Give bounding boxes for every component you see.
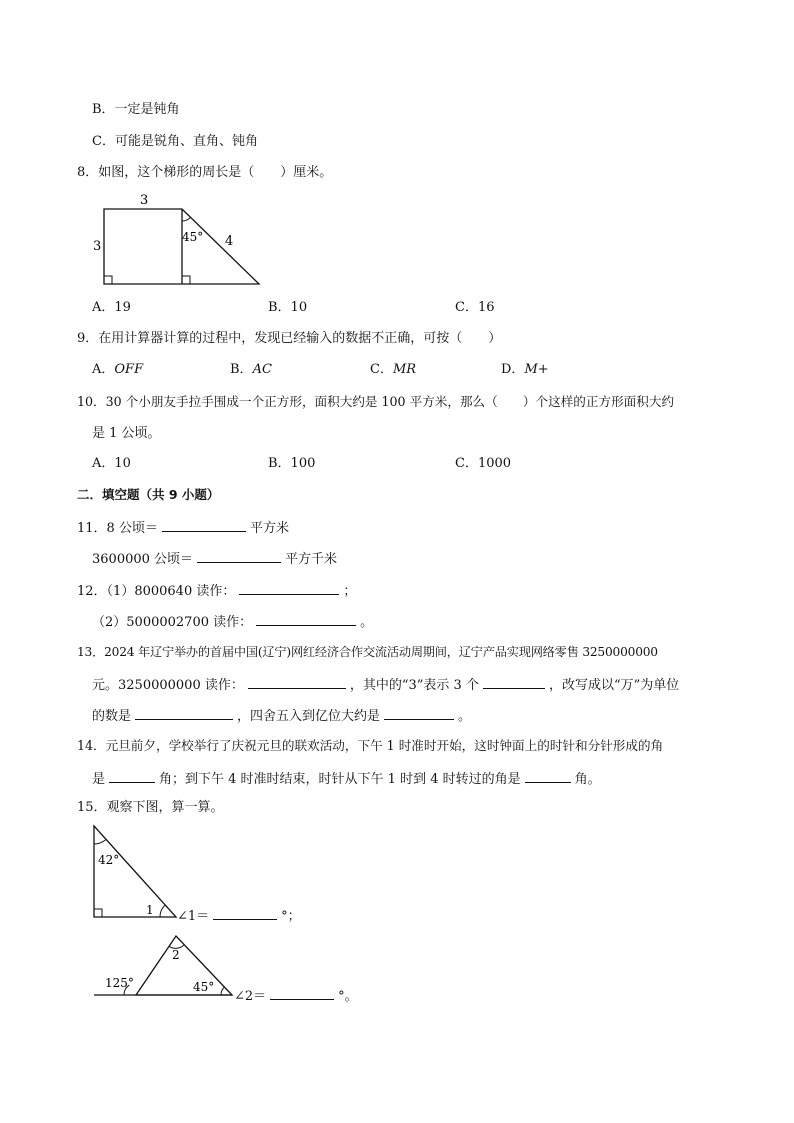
section-heading: 二．填空题（共 9 小题） [77, 487, 220, 502]
q9-option-c: C．MR [370, 362, 417, 377]
q9-stem: 9．在用计算器计算的过程中，发现已经输入的数据不正确，可按（ ） [77, 331, 502, 346]
q11-blank-2[interactable] [197, 548, 281, 563]
q9-option-b: B．AC [230, 362, 272, 377]
q12-line2: （2）5000002700 读作： 。 [92, 611, 373, 632]
q8-option-a: A．19 [92, 300, 131, 315]
q15-angle-125-label: 125° [105, 976, 134, 990]
q11-line2: 3600000 公顷＝ 平方千米 [92, 548, 337, 569]
q15-angle-1-label: 1 [146, 903, 154, 917]
q8-option-b: B．10 [268, 300, 308, 315]
q7-option-c: C．可能是锐角、直角、钝角 [92, 134, 258, 149]
q10-option-b: B．100 [268, 456, 316, 471]
q13-line1: 13．2024 年辽宁举办的首届中国(辽宁)网红经济合作交流活动周期间，辽宁产品实现网络零售 3250000000 [77, 645, 658, 659]
q14-line1: 14．元旦前夕，学校举行了庆祝元旦的联欢活动，下午 1 时准时开始，这时钟面上的时针和分针形成的角 [77, 738, 664, 753]
q15-blank-1[interactable] [213, 905, 277, 920]
q15-blank-2[interactable] [270, 985, 334, 1000]
q15-answer-2: ∠2＝ °。 [234, 985, 358, 1006]
q15-right-triangle-figure [88, 822, 188, 922]
q12-blank-1[interactable] [239, 580, 339, 595]
q13-blank-3[interactable] [135, 705, 233, 720]
q9-option-d: D．M+ [501, 362, 549, 377]
q8-slant-length: 4 [225, 234, 234, 249]
q15-angle-2-label: 2 [172, 948, 180, 962]
q8-angle-label: 45° [182, 230, 204, 244]
q11-blank-1[interactable] [162, 517, 246, 532]
q15-stem: 15．观察下图，算一算。 [77, 800, 224, 815]
q8-stem: 8．如图，这个梯形的周长是（ ）厘米。 [77, 165, 333, 180]
q9-option-a: A．OFF [92, 362, 144, 377]
q14-blank-1[interactable] [109, 768, 155, 783]
q8-trapezoid-figure [90, 190, 270, 290]
q13-line2: 元。3250000000 读作： ，其中的“3”表示 3 个 ，改写成以“万”为单位 [92, 674, 679, 695]
q15-angle-45-label: 45° [193, 980, 215, 994]
q14-line2: 是 角；到下午 4 时准时结束，时针从下午 1 时到 4 时转过的角是 角。 [92, 768, 601, 789]
q13-blank-2[interactable] [483, 674, 545, 689]
q10-option-a: A．10 [92, 456, 131, 471]
q10-option-c: C．1000 [455, 456, 512, 471]
q14-blank-2[interactable] [525, 768, 571, 783]
q7-option-b: B．一定是钝角 [92, 102, 180, 117]
q15-triangle-figure-2 [92, 932, 242, 1002]
q12-blank-2[interactable] [256, 611, 356, 626]
q13-line3: 的数是 ，四舍五入到亿位大约是 。 [92, 705, 471, 726]
q8-option-c: C．16 [455, 300, 495, 315]
q10-stem-line1: 10．30 个小朋友手拉手围成一个正方形，面积大约是 100 平方米，那么（ ）个这样的正方形面积大约 [77, 394, 675, 409]
q15-answer-1: ∠1＝ °； [177, 905, 301, 926]
q13-blank-1[interactable] [248, 674, 346, 689]
q15-angle-42-label: 42° [98, 853, 120, 867]
q12-line1: 12．（1）8000640 读作： ； [77, 580, 356, 601]
q11-line1: 11．8 公顷＝ 平方米 [77, 517, 289, 538]
q8-left-length: 3 [93, 239, 102, 254]
q13-blank-4[interactable] [384, 705, 454, 720]
q10-stem-line2: 是 1 公顷。 [92, 426, 161, 441]
q8-top-length: 3 [140, 193, 149, 208]
